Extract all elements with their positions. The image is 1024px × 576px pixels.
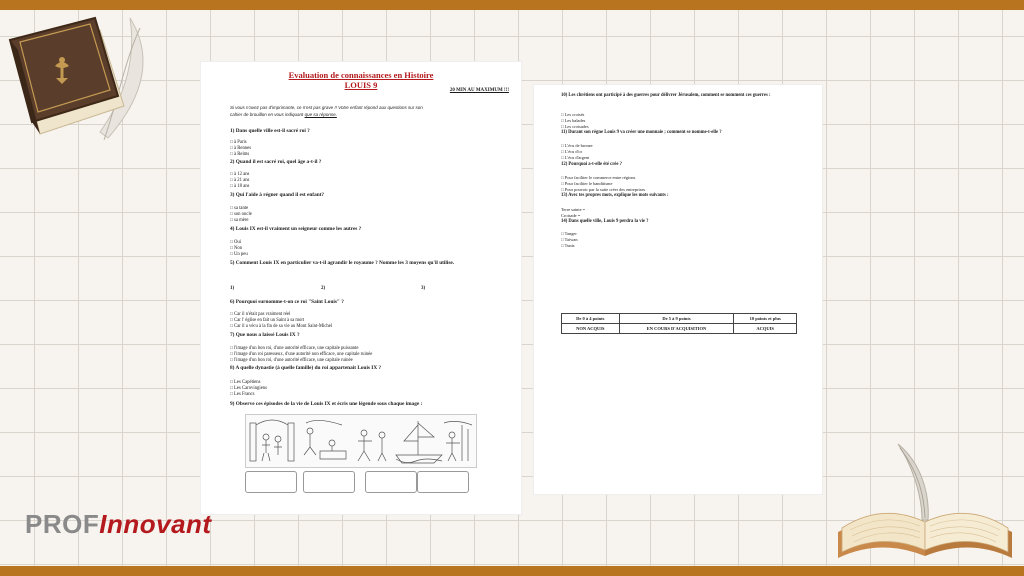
q3-option[interactable]: □ sa mère [230, 218, 249, 223]
intro-text [230, 104, 490, 118]
q5-answer-slot-2[interactable]: 2) [321, 286, 326, 291]
q14-option[interactable]: □ Tunis [561, 243, 575, 248]
caption-box-3[interactable] [365, 471, 417, 493]
q11-option[interactable]: □ L'écu d'or [561, 149, 583, 154]
question-11: 11) Durant son règne Louis 9 va créer une monnaie ; comment se nomme-t-elle ? [561, 130, 722, 135]
open-book-icon [830, 432, 1020, 568]
q10-option[interactable]: □ Les croisades [561, 124, 589, 129]
intro-line-2-underlined: que sa réponse. [304, 112, 337, 117]
logo-innovant: Innovant [99, 509, 212, 539]
q12-option[interactable]: □ Pour pouvoir par la suite créer des entreprises [561, 187, 646, 192]
intro-line-1: Si vous n'avez pas d'imprimante, ce n'est pas grave !! Votre enfant répond aux questions sur son [230, 105, 423, 110]
top-frame-bar [0, 0, 1024, 10]
q1-option[interactable]: □ à Reims [230, 152, 250, 157]
score-header: De 5 à 9 points [619, 314, 734, 324]
q8-option[interactable]: □ Les Carovingiens [230, 386, 267, 391]
q3-option[interactable]: □ sa tante [230, 206, 249, 211]
question-3: 3) Qui l'aide à régner quand il est enfant? [230, 192, 325, 198]
q7-option[interactable]: □ l'image d'un bon roi, d'une autorité efficace, une capitale ruinée [230, 358, 353, 363]
louis-ix-episodes-illustration [245, 414, 477, 468]
score-value: NON ACQUIS [562, 324, 620, 334]
question-2: 2) Quand il est sacré roi, quel âge a-t-il ? [230, 159, 322, 165]
question-14: 14) Dans quelle ville, Louis 9 perdra la vie ? [561, 219, 649, 224]
q11-option[interactable]: □ L'écu de bronze [561, 143, 593, 148]
old-book-icon [0, 10, 170, 160]
left-worksheet-page [201, 62, 521, 514]
logo-prof: PROF [25, 509, 100, 539]
question-8: 8) A quelle dynastie (à quelle famille) du roi appartenait Louis IX ? [230, 365, 382, 371]
q4-option[interactable]: □ Un peu [230, 252, 248, 257]
question-9: 9) Observe ces épisodes de la vie de Louis IX et écris une légende sous chaque image : [230, 401, 423, 407]
caption-box-1[interactable] [245, 471, 297, 493]
score-table [561, 313, 797, 334]
question-1: 1) Dans quelle ville est-il sacré roi ? [230, 128, 310, 134]
question-12: 12) Pourquoi a-t-elle été crée ? [561, 162, 622, 167]
q6-option[interactable]: □ Car il n'était pas vraiment réel [230, 312, 291, 317]
score-value-row [562, 324, 797, 334]
score-header-row [562, 314, 797, 324]
score-header: De 0 à 4 points [562, 314, 620, 324]
question-6: 6) Pourquoi surnomme-t-on ce roi "Saint Louis" ? [230, 299, 344, 305]
q10-option[interactable]: □ Les croisés [561, 112, 585, 117]
q6-option[interactable]: □ Car il a vécu à la fin de sa vie au Mont Saint-Michel [230, 324, 333, 329]
q12-option[interactable]: □ Pour faciliter le commerce entre régions [561, 175, 636, 180]
q3-option[interactable]: □ son oncle [230, 212, 252, 217]
q6-option[interactable]: □ Car l' église en fait un Saint à sa mort [230, 318, 305, 323]
score-header: 10 points et plus [734, 314, 797, 324]
question-4: 4) Louis IX est-il vraiment un seigneur comme les autres ? [230, 226, 362, 232]
q12-option[interactable]: □ Pour faciliter le banditisme [561, 181, 613, 186]
worksheet-title: Evaluation de connaissances en Histoire [288, 70, 434, 80]
q2-option[interactable]: □ à 18 ans [230, 184, 250, 189]
q4-option[interactable]: □ Oui [230, 240, 242, 245]
question-5: 5) Comment Louis IX en particulier va-t-il agrandir le royaume ? Nomme les 3 moyens qu'il utilise. [230, 260, 455, 266]
q8-option[interactable]: □ Les Francs [230, 392, 255, 397]
term-crusade[interactable]: Croisade = [561, 213, 581, 218]
prof-innovant-logo [25, 509, 212, 540]
q1-option[interactable]: □ à Rennes [230, 146, 252, 151]
caption-box-2[interactable] [303, 471, 355, 493]
question-10: 10) Les chrétiens ont participé à des guerres pour délivrer Jérusalem, comment se nomment ces guerres : [561, 93, 771, 98]
time-limit: 20 MIN AU MAXIMUM !!! [449, 88, 509, 93]
q10-option[interactable]: □ Les balades [561, 118, 586, 123]
right-worksheet-page [534, 85, 822, 494]
q14-option[interactable]: □ Taïwan [561, 237, 578, 242]
q11-option[interactable]: □ L'écu d'argent [561, 155, 590, 160]
question-13: 13) Avec tes propres mots, explique les mots suivants : [561, 193, 669, 198]
score-value: EN COURS D'ACQUISITION [619, 324, 734, 334]
worksheet-subtitle: LOUIS 9 [344, 80, 378, 90]
score-value: ACQUIS [734, 324, 797, 334]
q8-option[interactable]: □ Les Capétiens [230, 380, 261, 385]
q5-answer-slot-1[interactable]: 1) [230, 286, 235, 291]
intro-line-2: cahier de brouillon en vous indiquant [230, 112, 305, 117]
q7-option[interactable]: □ l'image d'un bon roi, d'une autorité efficace, une capitale puissante [230, 346, 359, 351]
q7-option[interactable]: □ l'image d'un roi paresseux, d'une autorité non efficace, une capitale ruinée [230, 352, 373, 357]
q14-option[interactable]: □ Tanger [561, 231, 577, 236]
question-7: 7) Que nous a laissé Louis IX ? [230, 332, 300, 338]
q1-option[interactable]: □ à Paris [230, 140, 247, 145]
caption-box-4[interactable] [417, 471, 469, 493]
q5-answer-slot-3[interactable]: 3) [421, 286, 426, 291]
term-holy-land[interactable]: Terre sainte = [561, 207, 586, 212]
q2-option[interactable]: □ à 21 ans [230, 178, 250, 183]
q4-option[interactable]: □ Non [230, 246, 243, 251]
q2-option[interactable]: □ à 12 ans [230, 172, 250, 177]
